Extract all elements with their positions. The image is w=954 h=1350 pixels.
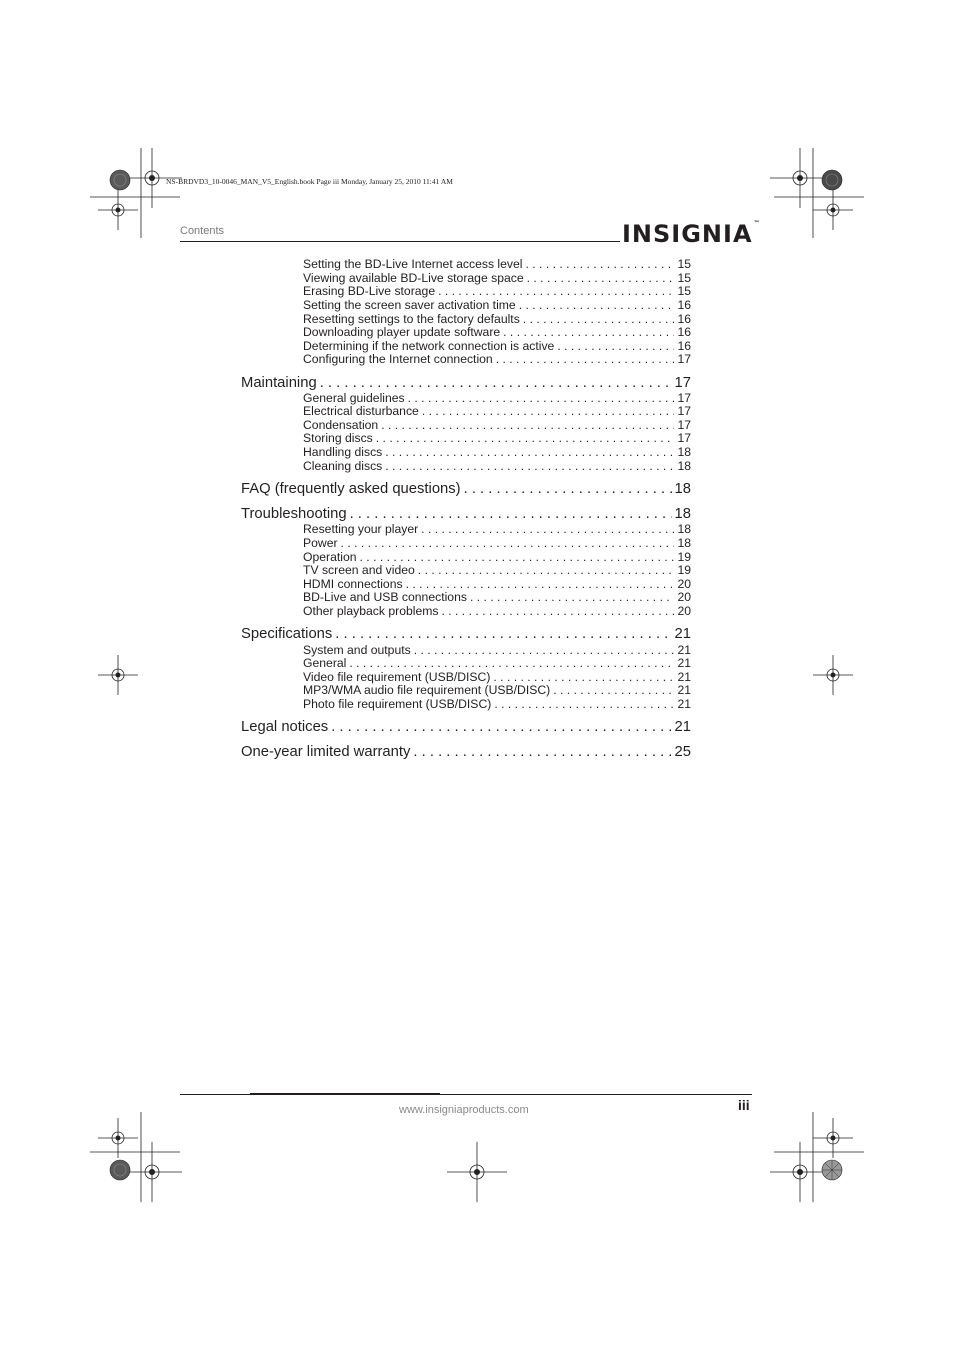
toc-page: 20 <box>677 604 691 618</box>
toc-page: 21 <box>677 670 691 684</box>
toc-page: 17 <box>677 391 691 405</box>
toc-label: Viewing available BD-Live storage space <box>303 271 524 285</box>
toc-label: Video file requirement (USB/DISC) <box>303 670 491 684</box>
toc-section-label: Legal notices <box>241 719 329 735</box>
toc-page: 18 <box>677 536 691 550</box>
toc-section-label: Specifications <box>241 626 333 642</box>
toc-label: Condensation <box>303 418 379 432</box>
toc-page: 21 <box>677 697 691 711</box>
toc-page: 20 <box>677 590 691 604</box>
toc-page: 16 <box>677 325 691 339</box>
toc-label: System and outputs <box>303 643 411 657</box>
toc-page: 21 <box>677 643 691 657</box>
logo-text: INSIGNIA <box>622 220 753 248</box>
toc-label: Setting the BD-Live Internet access level <box>303 257 523 271</box>
toc-section-label: Troubleshooting <box>241 506 347 522</box>
toc-page: 17 <box>677 418 691 432</box>
toc-label: Cleaning discs <box>303 459 383 473</box>
toc-page: 25 <box>674 744 691 760</box>
logo-trademark: ™ <box>753 220 760 227</box>
toc-label: Downloading player update software <box>303 325 501 339</box>
toc-page: 19 <box>677 550 691 564</box>
toc-section-label: One-year limited warranty <box>241 744 411 760</box>
toc-label: Erasing BD-Live storage <box>303 284 436 298</box>
toc-label: Resetting your player <box>303 522 419 536</box>
toc-label: TV screen and video <box>303 563 415 577</box>
print-slug: NS-BRDVD3_10-0046_MAN_V5_English.book Page iii Monday, January 25, 2010 11:41 AM <box>166 177 453 186</box>
toc-label: Operation <box>303 550 357 564</box>
toc-page: 17 <box>677 352 691 366</box>
toc-label: MP3/WMA audio file requirement (USB/DISC) <box>303 683 551 697</box>
toc-page: 21 <box>677 656 691 670</box>
toc-page: 16 <box>677 312 691 326</box>
toc-page: 17 <box>677 431 691 445</box>
toc-label: BD-Live and USB connections <box>303 590 467 604</box>
gray-balance-disc-icon <box>832 180 833 181</box>
toc-label: Photo file requirement (USB/DISC) <box>303 697 492 711</box>
toc-page: 18 <box>677 445 691 459</box>
toc-page: 18 <box>677 522 691 536</box>
gray-balance-disc-icon <box>120 1170 121 1171</box>
toc-label: General guidelines <box>303 391 405 405</box>
toc-page: 17 <box>677 404 691 418</box>
toc-label: Power <box>303 536 338 550</box>
toc-label: Storing discs <box>303 431 373 445</box>
page-number: iii <box>738 1097 750 1113</box>
toc-label: General <box>303 656 347 670</box>
toc-page: 15 <box>677 284 691 298</box>
toc-label: Electrical disturbance <box>303 404 419 418</box>
footer-url: www.insigniaproducts.com <box>399 1104 529 1116</box>
toc-label: Setting the screen saver activation time <box>303 298 516 312</box>
toc-label: Other playback problems <box>303 604 439 618</box>
toc-label: HDMI connections <box>303 577 403 591</box>
toc-page: 16 <box>677 339 691 353</box>
toc-page: 15 <box>677 257 691 271</box>
toc-label: Handling discs <box>303 445 383 459</box>
toc-page: 21 <box>674 719 691 735</box>
toc-page: 20 <box>677 577 691 591</box>
toc-label: Determining if the network connection is active <box>303 339 555 353</box>
toc-page: 15 <box>677 271 691 285</box>
running-head: Contents <box>180 225 225 237</box>
toc-page: 18 <box>674 481 691 497</box>
toc-label: Resetting settings to the factory defaults <box>303 312 520 326</box>
starburst-disc-icon <box>832 1170 833 1171</box>
toc-page: 21 <box>677 683 691 697</box>
toc-section-label: Maintaining <box>241 375 317 391</box>
toc-page: 17 <box>674 375 691 391</box>
toc-page: 16 <box>677 298 691 312</box>
toc-page: 19 <box>677 563 691 577</box>
gray-balance-disc-icon <box>120 180 121 181</box>
toc-section-label: FAQ (frequently asked questions) <box>241 481 461 497</box>
toc-page: 18 <box>677 459 691 473</box>
toc-page: 18 <box>674 506 691 522</box>
toc-label: Configuring the Internet connection <box>303 352 493 366</box>
toc-page: 21 <box>674 626 691 642</box>
